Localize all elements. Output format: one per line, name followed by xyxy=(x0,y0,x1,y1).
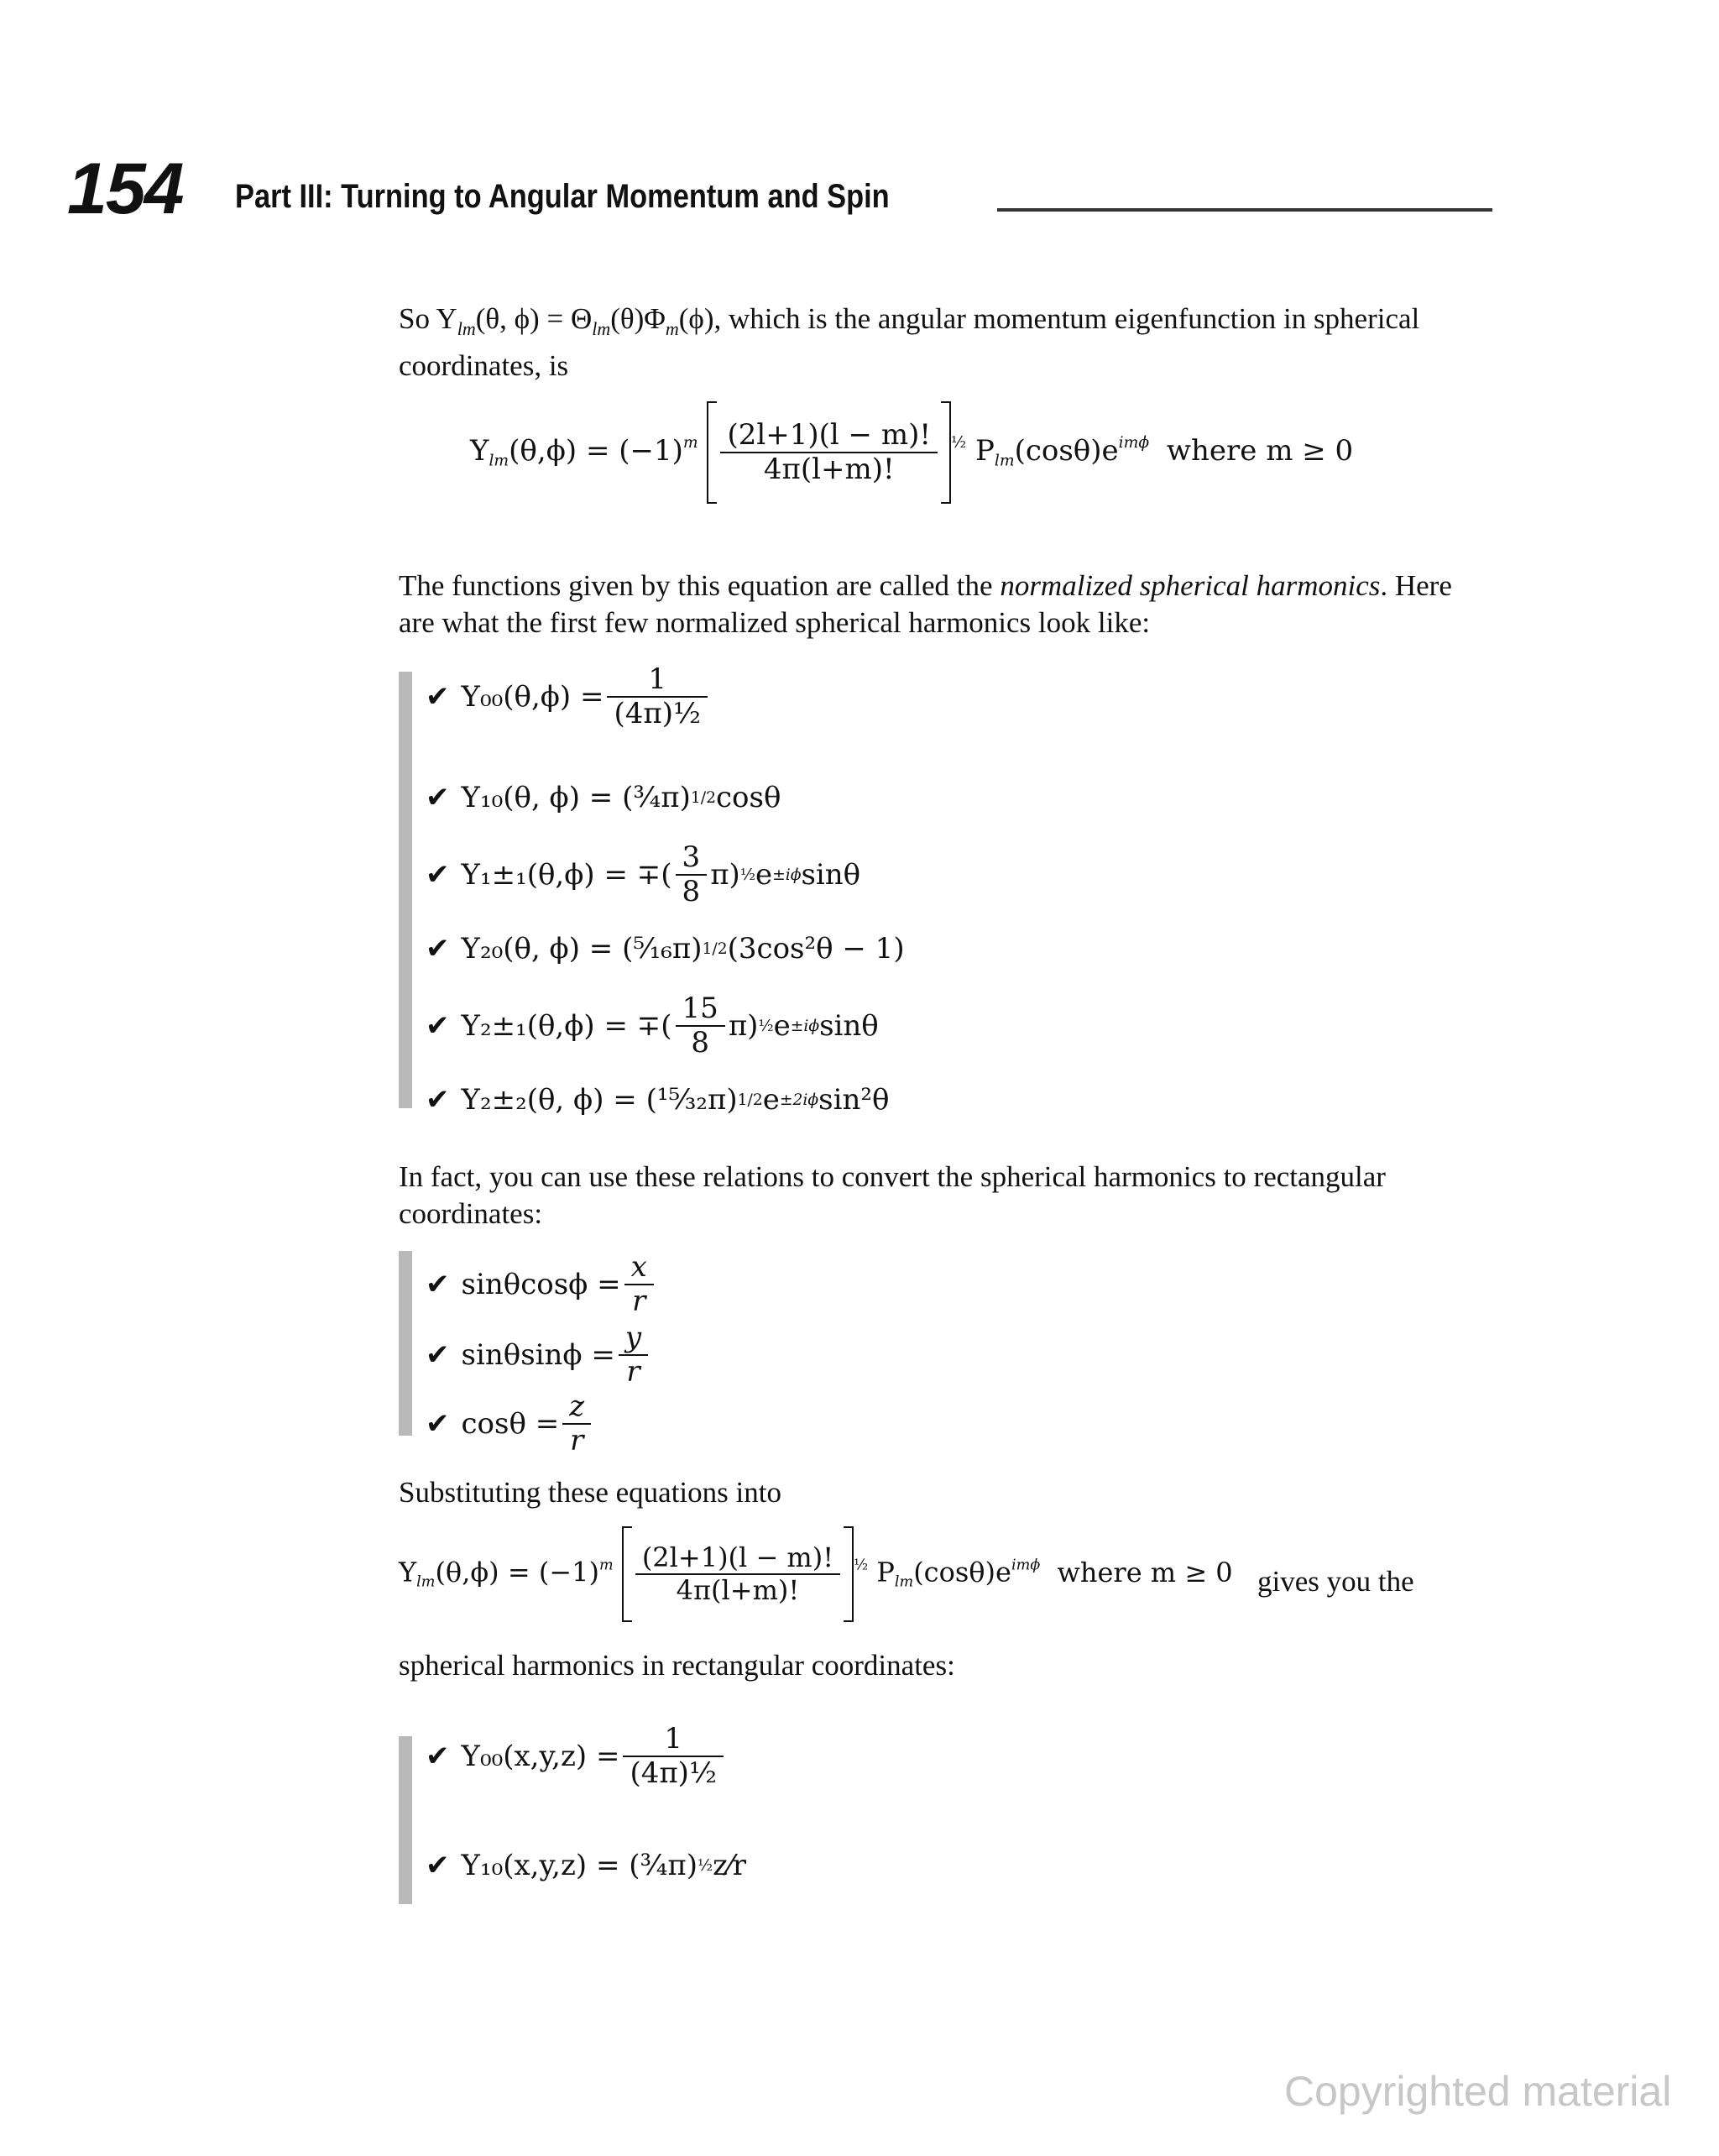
check-icon: ✔ xyxy=(426,781,450,814)
eq-denominator: 4π(l+m)! xyxy=(763,453,895,486)
page-number: 154 xyxy=(67,149,183,229)
list-item xyxy=(426,841,860,908)
check-icon: ✔ xyxy=(426,1338,450,1373)
eq-lhs: Y xyxy=(470,434,489,468)
running-head: Part III: Turning to Angular Momentum and Spin xyxy=(235,178,890,215)
eq-legendre: P xyxy=(876,1556,895,1588)
eq-sign-exp: m xyxy=(682,434,698,453)
relations-paragraph: In fact, you can use these relations to convert the spherical harmonics to rectangular coordinates: xyxy=(399,1160,1386,1230)
item-label: Y₁±₁(θ,ϕ) = ∓( xyxy=(461,858,672,892)
item-label: Y₁₀(x,y,z) = (³⁄₄π) xyxy=(461,1849,698,1882)
item-tail: (3cos²θ − 1) xyxy=(727,932,905,965)
eq-args: (θ,ϕ) = (−1) xyxy=(435,1556,599,1588)
eq-power: ½ xyxy=(854,1557,869,1574)
eq-condition: where m ≥ 0 xyxy=(1057,1556,1233,1588)
item-label: cosθ = xyxy=(461,1407,560,1442)
item-tail: e xyxy=(773,1009,791,1044)
list-bar xyxy=(399,672,412,1108)
item-label: Y₁₀(θ, ϕ) = (³⁄₄π) xyxy=(461,781,691,814)
eq-lhs: Y xyxy=(399,1556,417,1588)
item-tail2: sin²θ xyxy=(818,1083,890,1117)
intro-rest3: (ϕ), which is the angular momentum eigenfunction in spherical coordinates, is xyxy=(399,302,1420,382)
page-header xyxy=(67,151,1494,227)
item-label: Y₂₀(θ, ϕ) = (⁵⁄₁₆π) xyxy=(461,932,703,965)
item-power: 1/2 xyxy=(690,788,716,807)
eq-exp: imϕ xyxy=(1011,1557,1041,1574)
eq-legendre: P xyxy=(974,434,995,468)
frac-den: 8 xyxy=(691,1026,709,1060)
item-tail2: sinθ xyxy=(819,1009,879,1044)
item-fraction xyxy=(676,841,708,908)
item-label: Y₀₀(x,y,z) = xyxy=(461,1740,620,1774)
harmonics-xyz-list xyxy=(399,1723,986,1916)
item-fraction xyxy=(562,1390,591,1457)
list-item xyxy=(426,1251,657,1318)
eq-fraction xyxy=(720,419,938,486)
para2-text1: The functions given by this equation are called the xyxy=(399,569,1001,602)
item-label: sinθsinϕ = xyxy=(461,1338,615,1373)
intro-lead: So Y xyxy=(399,302,457,335)
eq-denominator: 4π(l+m)! xyxy=(676,1574,800,1606)
eq-condition: where m ≥ 0 xyxy=(1166,434,1354,468)
header-rule xyxy=(997,208,1492,212)
eq-exp: imϕ xyxy=(1118,434,1150,453)
frac-den: 8 xyxy=(682,875,701,909)
frac-den: r xyxy=(632,1285,646,1319)
intro-sub-lm-2: lm xyxy=(592,318,611,339)
list-bar xyxy=(399,1251,412,1436)
left-bracket xyxy=(707,401,717,504)
item-fraction xyxy=(676,992,725,1060)
list-item xyxy=(426,1083,889,1117)
item-label: Y₂±₂(θ, ϕ) = (¹⁵⁄₃₂π) xyxy=(461,1083,738,1117)
eq-numerator: (2l+1)(l − m)! xyxy=(635,1542,840,1575)
intro-rest1: (θ, ϕ) = Θ xyxy=(475,302,593,335)
list-item xyxy=(426,1321,651,1389)
list-item xyxy=(426,932,905,965)
item-tail: e xyxy=(755,858,773,892)
eq-args: (θ,ϕ) = (−1) xyxy=(509,434,683,468)
right-bracket xyxy=(844,1526,854,1622)
item-exp: ±iϕ xyxy=(790,1017,820,1035)
list-item xyxy=(426,1390,594,1457)
rectangular-paragraph: spherical harmonics in rectangular coordinates: xyxy=(399,1649,955,1682)
list-item xyxy=(426,1723,727,1790)
eq-lhs-sub: lm xyxy=(489,452,509,470)
item-power: 1/2 xyxy=(737,1091,763,1109)
spherical-harmonic-equation-inline xyxy=(399,1526,1233,1622)
list-item xyxy=(426,663,711,730)
item-tail: z⁄r xyxy=(713,1849,747,1882)
list-item xyxy=(426,992,879,1060)
normalized-paragraph xyxy=(399,568,1481,641)
eq-power: ½ xyxy=(951,434,967,453)
list-item xyxy=(426,1849,746,1882)
item-tail-in: π) xyxy=(728,1009,759,1044)
list-bar xyxy=(399,1736,412,1904)
frac-num: x xyxy=(630,1250,647,1284)
item-tail: cosθ xyxy=(716,781,781,814)
eq-fraction xyxy=(635,1542,840,1606)
para2-term: normalized spherical harmonics xyxy=(1000,569,1381,602)
item-label: sinθcosϕ = xyxy=(461,1268,621,1302)
check-icon: ✔ xyxy=(426,1268,450,1302)
spherical-harmonic-equation xyxy=(470,401,1353,504)
intro-paragraph xyxy=(399,301,1481,385)
right-bracket xyxy=(941,401,951,504)
item-power: ½ xyxy=(758,1017,774,1035)
item-exp: ±2iϕ xyxy=(779,1091,819,1109)
item-label: Y₀₀(θ,ϕ) = xyxy=(461,680,604,714)
check-icon: ✔ xyxy=(426,1009,450,1044)
eq-lhs-sub: lm xyxy=(416,1573,436,1591)
list-item xyxy=(426,781,781,814)
frac-den: (4π)½ xyxy=(630,1756,717,1791)
frac-num: 3 xyxy=(676,841,708,876)
item-power: 1/2 xyxy=(702,939,728,958)
frac-num: 1 xyxy=(623,1723,723,1757)
para2-text2: . Here are what the first few normalized spherical harmonics look like: xyxy=(399,569,1452,639)
item-fraction xyxy=(624,1251,654,1318)
copyright-watermark: Copyrighted material xyxy=(1284,2068,1672,2115)
eq-legendre-arg: (cosθ)e xyxy=(1014,434,1119,468)
eq-legendre-sub: lm xyxy=(894,1573,914,1591)
item-fraction xyxy=(623,1723,723,1790)
frac-den: r xyxy=(626,1355,640,1389)
check-icon: ✔ xyxy=(426,932,450,965)
frac-den: (4π)½ xyxy=(614,697,701,731)
check-icon: ✔ xyxy=(426,858,450,892)
check-icon: ✔ xyxy=(426,680,450,714)
check-icon: ✔ xyxy=(426,1740,450,1774)
frac-num: y xyxy=(624,1321,642,1354)
item-tail-in: π) xyxy=(710,858,740,892)
frac-num: z xyxy=(569,1389,585,1423)
eq-legendre-arg: (cosθ)e xyxy=(913,1556,1011,1588)
eq-numerator: (2l+1)(l − m)! xyxy=(720,419,938,453)
substitution-paragraph: Substituting these equations into xyxy=(399,1476,781,1509)
item-fraction xyxy=(607,663,707,730)
eq-sign-exp: m xyxy=(598,1557,614,1574)
item-label: Y₂±₁(θ,ϕ) = ∓( xyxy=(461,1009,672,1044)
intro-sub-lm: lm xyxy=(457,318,476,339)
frac-den: r xyxy=(570,1424,584,1458)
harmonics-theta-list xyxy=(399,663,1238,1117)
left-bracket xyxy=(622,1526,632,1622)
item-fraction xyxy=(619,1321,648,1389)
item-exp: ±iϕ xyxy=(772,866,802,884)
check-icon: ✔ xyxy=(426,1849,450,1882)
frac-num: 15 xyxy=(676,992,725,1027)
intro-sub-m: m xyxy=(665,318,679,339)
item-power: ½ xyxy=(739,866,755,884)
check-icon: ✔ xyxy=(426,1407,450,1442)
check-icon: ✔ xyxy=(426,1083,450,1117)
substitution-tail: gives you the xyxy=(1257,1565,1414,1598)
item-tail: e xyxy=(762,1083,780,1117)
intro-rest2: (θ)Φ xyxy=(610,302,666,335)
eq-legendre-sub: lm xyxy=(994,452,1015,470)
frac-num: 1 xyxy=(607,663,707,698)
item-tail2: sinθ xyxy=(801,858,861,892)
item-power: ½ xyxy=(698,1856,713,1875)
relations-list xyxy=(399,1250,902,1458)
